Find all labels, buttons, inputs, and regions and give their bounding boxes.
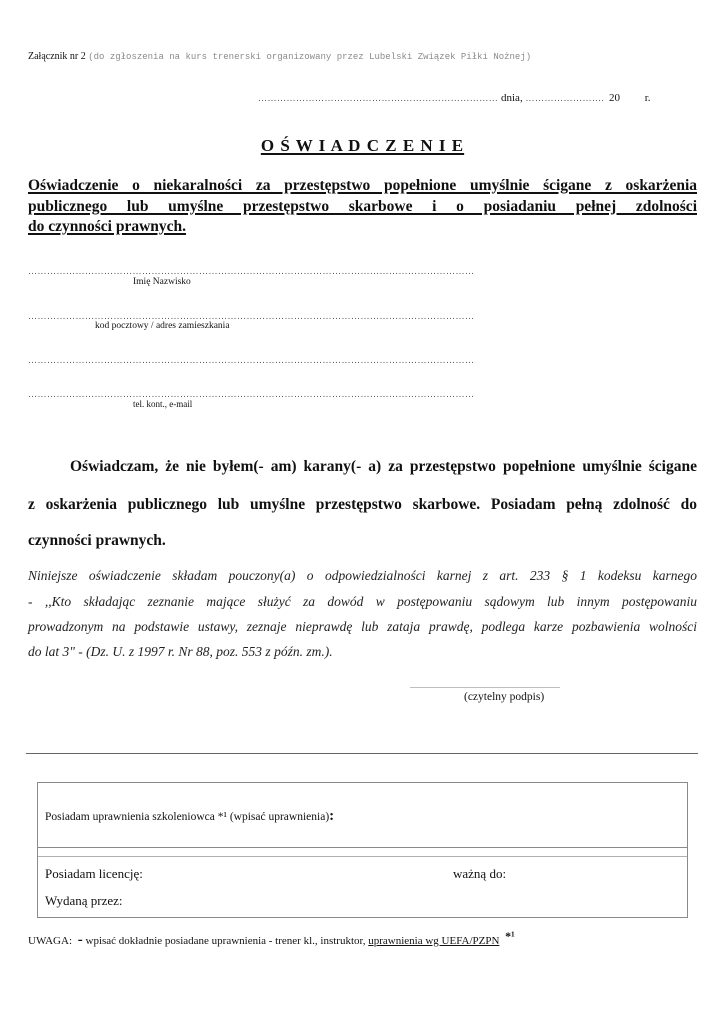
declaration-line-2: z oskarżenia publicznego lub umyślne przestępstwo skarbowe. Posiadam pełną zdolność do bbox=[28, 496, 697, 513]
footnote-prefix: UWAGA: bbox=[28, 935, 72, 947]
date-line bbox=[258, 92, 651, 104]
name-label: Imię Nazwisko bbox=[133, 277, 191, 287]
attachment-label: Załącznik nr 2 bbox=[28, 51, 86, 62]
box-divider bbox=[38, 847, 687, 848]
box-divider-2 bbox=[38, 856, 687, 857]
year-prefix: 20 bbox=[608, 92, 620, 104]
legal-line-3: prowadzonym na podstawie ustawy, zeznaje nieprawdę lub zataja prawdę, podlega karze pozbawienia wolności bbox=[28, 619, 697, 634]
footnote bbox=[28, 929, 515, 949]
subtitle-line-1: Oświadczenie o niekaralności za przestępstwo popełnione umyślnie ścigane z oskarżenia bbox=[28, 177, 697, 194]
license-label: Posiadam licencję: bbox=[45, 866, 143, 881]
day-dots: ……………………. bbox=[525, 93, 605, 103]
qualifications-text: Posiadam uprawnienia szkoleniowca *¹ (wpisać uprawnienia) bbox=[45, 811, 330, 823]
footnote-marker: *¹ bbox=[505, 929, 515, 943]
qualifications-label bbox=[45, 808, 334, 825]
declaration-line-1: Oświadczam, że nie byłem(- am) karany(- a) za przestępstwo popełnione umyślnie ścigane bbox=[70, 458, 697, 475]
qualifications-box bbox=[37, 782, 688, 918]
contact-label: tel. kont., e-mail bbox=[133, 399, 193, 409]
signature-dots: ........................................................................... bbox=[410, 681, 560, 690]
section-divider bbox=[26, 753, 698, 754]
attachment-note: (do zgłoszenia na kurs trenerski organizowany przez Lubelski Związek Piłki Nożnej) bbox=[88, 52, 532, 62]
year-suffix: r. bbox=[644, 92, 651, 104]
attachment-line bbox=[28, 51, 531, 62]
legal-line-1: Niniejsze oświadczenie składam pouczony(a) o odpowiedzialności karnej z art. 233 § 1 kodeksu karnego bbox=[28, 568, 697, 583]
address-dots-2: …………………………………………………………………………………………………………………………… bbox=[28, 355, 475, 365]
legal-line-2: - ,,Kto składając zeznanie mające służyć za dowód w postępowaniu sądowym lub innym postępowaniu bbox=[28, 594, 697, 609]
footnote-dash: - bbox=[77, 932, 83, 948]
address-label: kod pocztowy / adres zamieszkania bbox=[95, 321, 230, 331]
legal-line-4: do lat 3" - (Dz. U. z 1997 r. Nr 88, poz. 553 z późn. zm.). bbox=[28, 644, 333, 659]
qualifications-colon: : bbox=[329, 808, 335, 824]
page-title: O Ś W I A D C Z E N I E bbox=[260, 136, 465, 155]
valid-until-label: ważną do: bbox=[453, 866, 507, 881]
subtitle-line-3: do czynności prawnych. bbox=[28, 218, 187, 235]
place-dots: ……………………………………….………………………… bbox=[258, 93, 499, 103]
footnote-underlined: uprawnienia wg UEFA/PZPN bbox=[368, 935, 500, 947]
issued-by-label: Wydaną przez: bbox=[45, 893, 123, 908]
footnote-text: wpisać dokładnie posiadane uprawnienia - trener kl., instruktor, bbox=[82, 935, 369, 947]
day-label: dnia, bbox=[501, 92, 523, 104]
declaration-line-3: czynności prawnych. bbox=[28, 532, 166, 549]
signature-label: (czytelny podpis) bbox=[464, 691, 545, 703]
name-dots: …………………………………………………………………………………………………………………………… bbox=[28, 266, 475, 276]
subtitle-line-2: publicznego lub umyślne przestępstwo skarbowe i o posiadaniu pełnej zdolności bbox=[28, 198, 697, 215]
contact-dots: …………………………………………………………………………………………………………………………… bbox=[28, 389, 475, 399]
address-dots: …………………………………………………………………………………………………………………………… bbox=[28, 311, 475, 321]
